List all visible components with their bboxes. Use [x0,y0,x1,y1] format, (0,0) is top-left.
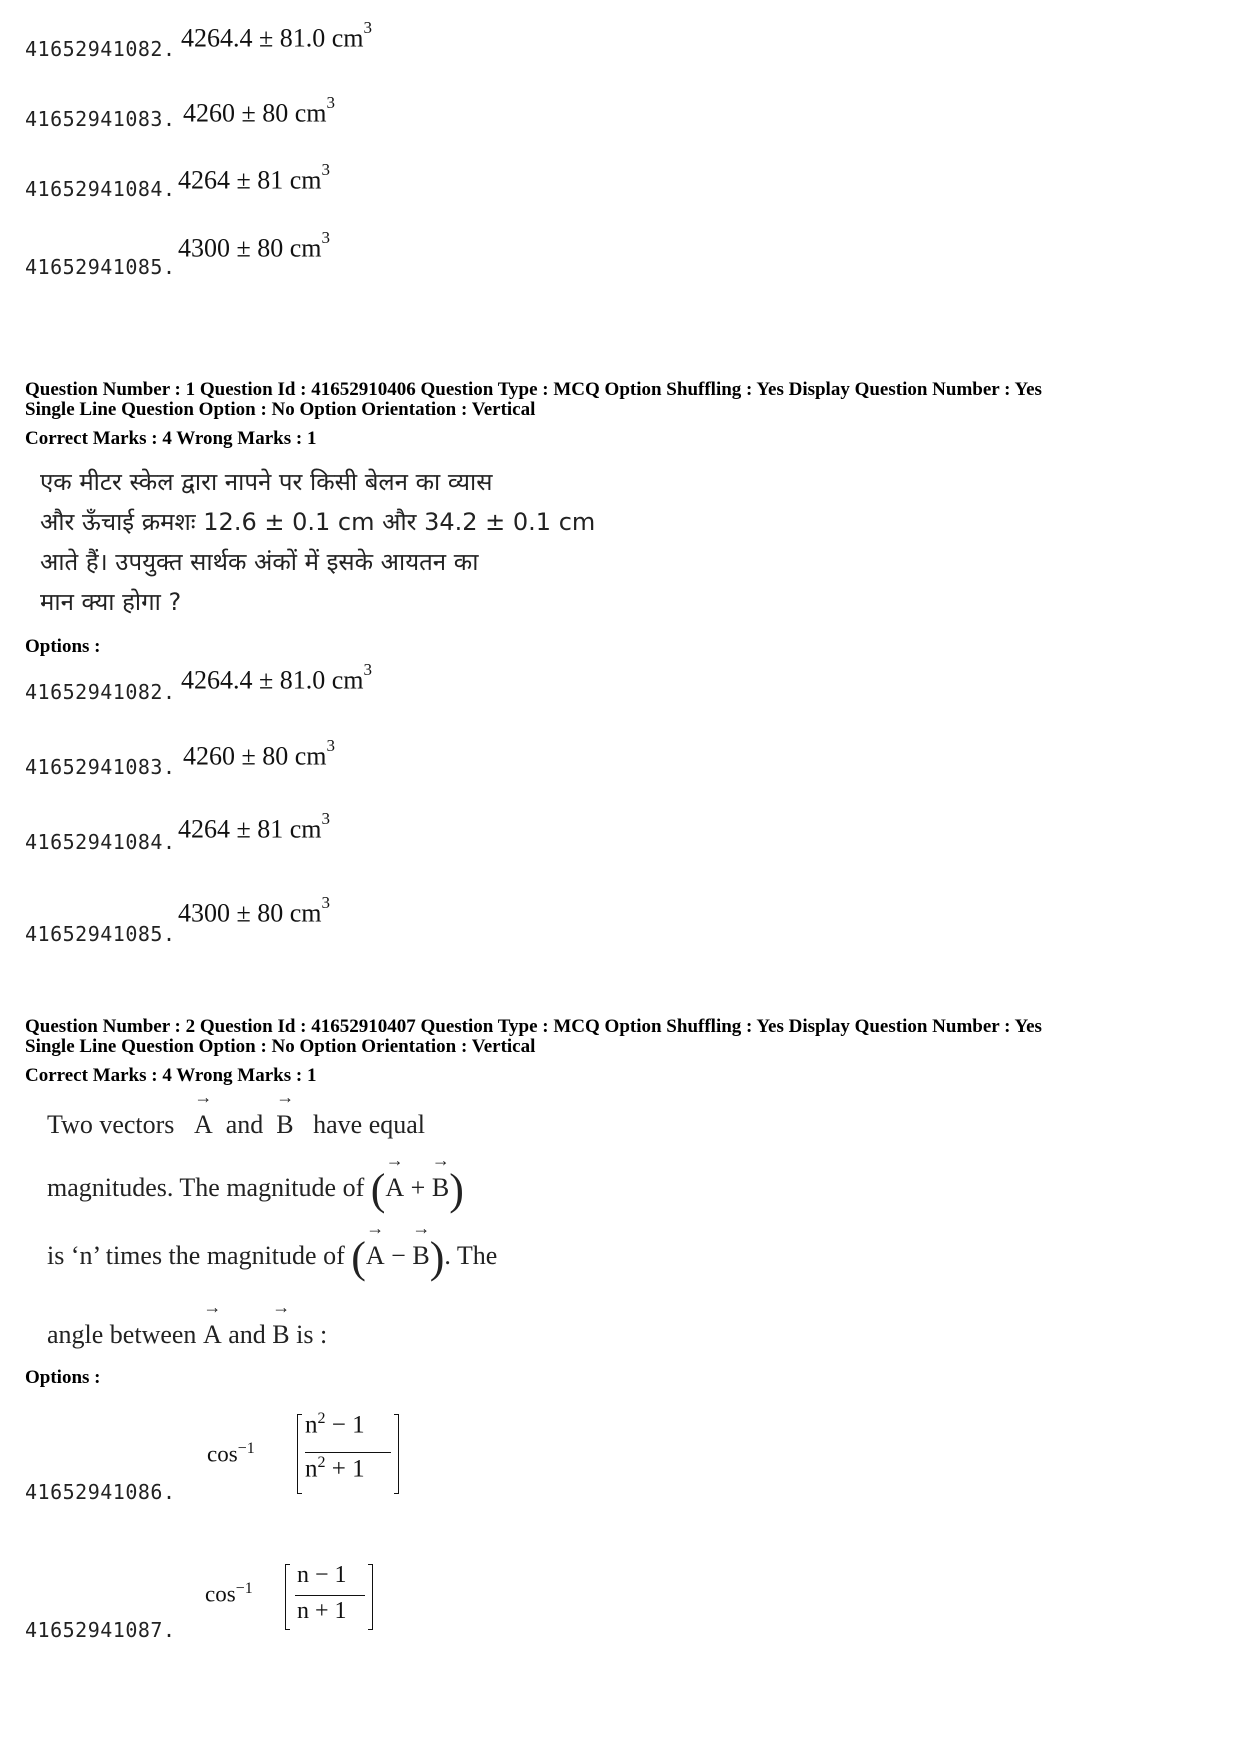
vector-label: A [193,1110,213,1139]
text-fragment: magnitudes. The magnitude of [47,1173,365,1202]
options-label: Options : [25,636,101,657]
question-marks: Correct Marks : 4 Wrong Marks : 1 [25,1065,317,1086]
option-value[interactable] [183,93,336,129]
arrow-icon: → [366,1218,385,1238]
arrow-icon: → [276,1087,295,1107]
function-name: $\cos^{-1}$ [205,1580,253,1607]
denominator: n + 1 [297,1598,347,1624]
superscript: 3 [326,93,336,112]
option-value-text: 4260 ± 80 cm [183,741,327,771]
arrow-icon: → [272,1297,291,1317]
arrow-icon: → [385,1150,404,1170]
superscript: 3 [321,160,331,179]
text-fragment: Two vectors [47,1110,175,1139]
option-id: 41652941085. [25,255,176,279]
bracket-right [368,1564,373,1630]
superscript: 3 [321,809,331,828]
vector-b [412,1218,431,1271]
option-value-text: 4264.4 ± 81.0 cm [181,665,364,695]
superscript: 3 [321,228,331,247]
option-formula[interactable] [207,1408,407,1498]
text-fragment: is ‘n’ times the magnitude of [47,1241,345,1270]
option-value[interactable] [183,736,336,772]
superscript: 3 [326,736,336,755]
option-value-text: 4260 ± 80 cm [183,98,327,128]
vector-label: B [412,1241,430,1270]
question-text-line: एक मीटर स्केल द्वारा नापने पर किसी बेलन का व्यास [40,468,493,496]
vector-label: A [202,1320,222,1349]
text-fragment: is : [296,1320,328,1349]
question-meta-line1: Question Number : 1 Question Id : 41652910406 Question Type : MCQ Option Shuffling : Yes Display Question Number : Yes [25,379,1042,400]
function-name: $\cos^{-1}$ [207,1440,255,1467]
question-meta-line2: Single Line Question Option : No Option Orientation : Vertical [25,1036,536,1057]
option-id: 41652941082. [25,37,176,61]
arrow-icon: → [203,1297,222,1317]
numerator: $n^2 - 1$ [305,1410,365,1439]
superscript: 3 [363,660,373,679]
question-text-line [47,1297,328,1350]
bracket-left [297,1414,302,1494]
vector-label: A [365,1241,385,1270]
superscript: 3 [321,893,331,912]
bracket-left [285,1564,290,1630]
question-text-line: magnitudes. The magnitude of ( → A + → B) [47,1150,464,1215]
option-value[interactable] [181,660,373,696]
option-id: 41652941085. [25,922,176,946]
vector-a [385,1150,405,1203]
vector-a [202,1297,222,1350]
option-id: 41652941087. [25,1618,176,1642]
option-value[interactable] [178,160,331,196]
option-value-text: 4300 ± 80 cm [178,233,322,263]
question-text-line: is ‘n’ times the magnitude of ( → A − → B). The [47,1218,498,1283]
vector-label: B [272,1320,290,1349]
text-fragment: have equal [313,1110,425,1139]
plus-sign: + [410,1173,426,1202]
option-id: 41652941084. [25,830,176,854]
superscript: 3 [363,18,373,37]
option-value[interactable] [181,18,373,54]
text-fragment: . The [444,1241,498,1270]
numerator: n − 1 [297,1562,347,1588]
vector-label: A [385,1173,405,1202]
question-text-line: आते हैं। उपयुक्त सार्थक अंकों में इसके आयतन का [40,548,479,576]
vector-a [365,1218,385,1271]
option-id: 41652941083. [25,107,176,131]
option-id: 41652941086. [25,1480,176,1504]
option-value-text: 4264.4 ± 81.0 cm [181,23,364,53]
text-fragment: and [225,1110,264,1139]
vector-b [276,1087,295,1140]
vector-label: B [276,1110,294,1139]
vector-b [431,1150,450,1203]
option-id: 41652941082. [25,680,176,704]
vector-b [272,1297,291,1350]
bracket-right [394,1414,399,1494]
option-id: 41652941083. [25,755,176,779]
option-value[interactable] [178,809,331,845]
minus-sign: − [391,1241,406,1270]
option-value[interactable] [178,893,331,929]
fraction-bar [295,1595,365,1596]
vector-label: B [431,1173,450,1202]
question-text-line: और ऊँचाई क्रमशः 12.6 ± 0.1 cm और 34.2 ± 0.1 cm [40,508,596,536]
question-meta-line1: Question Number : 2 Question Id : 41652910407 Question Type : MCQ Option Shuffling : Yes Display Question Number : Yes [25,1016,1042,1037]
fraction-bar [305,1452,391,1453]
option-value-text: 4300 ± 80 cm [178,898,322,928]
question-text-line: मान क्या होगा ? [40,588,182,616]
option-value-text: 4264 ± 81 cm [178,165,322,195]
vector-a [193,1087,213,1140]
denominator: $n^2 + 1$ [305,1454,365,1483]
text-fragment: and [228,1320,266,1349]
option-id: 41652941084. [25,177,176,201]
option-value-text: 4264 ± 81 cm [178,814,322,844]
question-meta-line2: Single Line Question Option : No Option Orientation : Vertical [25,399,536,420]
options-label: Options : [25,1367,101,1388]
arrow-icon: → [431,1150,450,1170]
arrow-icon: → [412,1218,431,1238]
question-text-line [47,1087,425,1140]
arrow-icon: → [194,1087,213,1107]
question-marks: Correct Marks : 4 Wrong Marks : 1 [25,428,317,449]
option-formula[interactable] [205,1558,385,1638]
text-fragment: angle between [47,1320,197,1349]
option-value[interactable] [178,228,331,264]
